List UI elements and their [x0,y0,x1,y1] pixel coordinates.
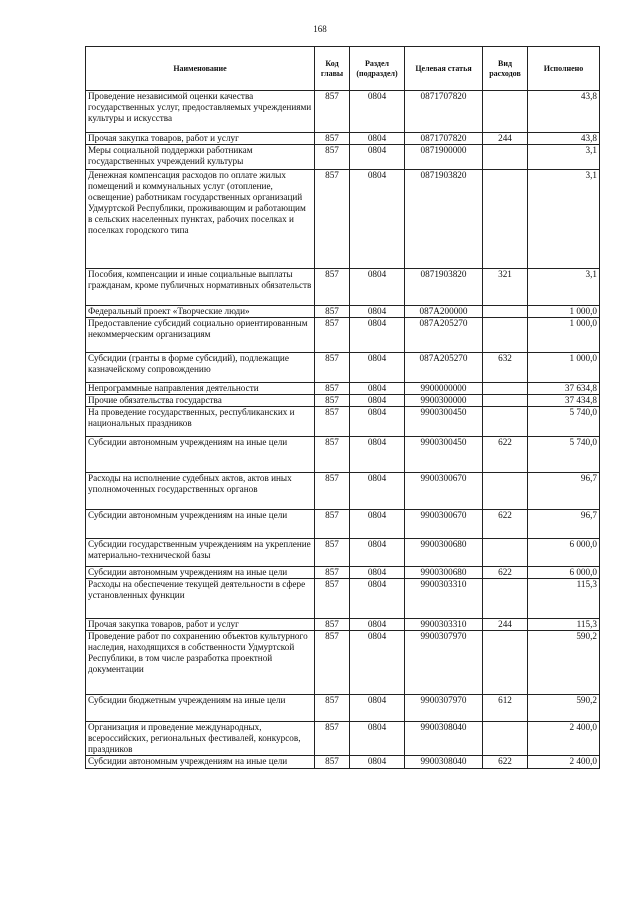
cell-target: 9900300680 [405,539,483,567]
cell-done: 6 000,0 [528,567,600,579]
cell-target: 9900300680 [405,567,483,579]
cell-target: 9900308040 [405,756,483,769]
cell-name: Непрограммные направления деятельности [86,383,315,395]
cell-name: Проведение работ по сохранению объектов культурного наследия, находящихся в собственности Удмуртской Республики, в том числе разработка проектной документации [86,631,315,695]
table-header-row [86,47,600,91]
cell-name: Субсидии автономным учреждениям на иные цели [86,510,315,539]
cell-code: 857 [315,353,350,383]
cell-code: 857 [315,437,350,473]
cell-code: 857 [315,306,350,318]
cell-target: 9900303310 [405,579,483,619]
cell-done: 115,3 [528,619,600,631]
table-row [86,395,600,407]
header-target: Целевая статья [405,47,483,91]
cell-name: Организация и проведение международных, всероссийских, региональных фестивалей, конкурсов, праздников [86,722,315,756]
table-row [86,756,600,769]
table-row [86,91,600,133]
cell-name: Прочие обязательства государства [86,395,315,407]
cell-section: 0804 [350,353,405,383]
table-row [86,170,600,269]
cell-code: 857 [315,318,350,353]
cell-code: 857 [315,269,350,306]
cell-done: 96,7 [528,473,600,510]
table-row [86,539,600,567]
cell-done: 6 000,0 [528,539,600,567]
cell-target: 0871903820 [405,269,483,306]
cell-kind: 622 [483,437,528,473]
cell-section: 0804 [350,437,405,473]
cell-done: 37 434,8 [528,395,600,407]
header-code: Код главы [315,47,350,91]
table-row [86,579,600,619]
cell-name: Федеральный проект «Творческие люди» [86,306,315,318]
cell-target: 0871707820 [405,91,483,133]
header-name: Наименование [86,47,315,91]
cell-name: Предоставление субсидий социально ориентированным некоммерческим организациям [86,318,315,353]
cell-code: 857 [315,510,350,539]
cell-target: 087А200000 [405,306,483,318]
cell-kind [483,383,528,395]
table-row [86,567,600,579]
cell-section: 0804 [350,579,405,619]
table-row [86,510,600,539]
cell-name: Прочая закупка товаров, работ и услуг [86,619,315,631]
table-row [86,722,600,756]
cell-name: Денежная компенсация расходов по оплате жилых помещений и коммунальных услуг (отопление, освещение) работникам государственных организаций Удмуртской Республики, проживающим и работающим в сельских населенных пунктах, рабочих поселках и поселках городского типа [86,170,315,269]
cell-done: 5 740,0 [528,437,600,473]
cell-kind [483,631,528,695]
table-row [86,631,600,695]
cell-name: Субсидии автономным учреждениям на иные цели [86,756,315,769]
table-row [86,133,600,145]
cell-done: 590,2 [528,631,600,695]
table-row [86,353,600,383]
cell-done: 2 400,0 [528,756,600,769]
table-row [86,145,600,170]
cell-done: 3,1 [528,170,600,269]
header-done: Исполнено [528,47,600,91]
table-row [86,695,600,722]
cell-kind: 244 [483,133,528,145]
cell-kind [483,579,528,619]
cell-code: 857 [315,145,350,170]
cell-name: Субсидии автономным учреждениям на иные цели [86,437,315,473]
cell-code: 857 [315,407,350,437]
table-row [86,306,600,318]
cell-code: 857 [315,473,350,510]
cell-section: 0804 [350,407,405,437]
cell-code: 857 [315,722,350,756]
cell-code: 857 [315,383,350,395]
cell-done: 2 400,0 [528,722,600,756]
cell-section: 0804 [350,306,405,318]
header-section: Раздел (подраздел) [350,47,405,91]
cell-done: 3,1 [528,145,600,170]
cell-kind [483,395,528,407]
cell-target: 0871903820 [405,170,483,269]
cell-kind: 321 [483,269,528,306]
cell-section: 0804 [350,91,405,133]
cell-code: 857 [315,539,350,567]
cell-done: 3,1 [528,269,600,306]
table-row [86,407,600,437]
cell-code: 857 [315,395,350,407]
cell-section: 0804 [350,383,405,395]
cell-target: 9900307970 [405,631,483,695]
cell-name: Пособия, компенсации и иные социальные выплаты гражданам, кроме публичных нормативных обязательств [86,269,315,306]
cell-name: Проведение независимой оценки качества государственных услуг, предоставляемых учреждениями культуры и искусства [86,91,315,133]
cell-target: 9900300670 [405,473,483,510]
cell-code: 857 [315,579,350,619]
cell-kind: 622 [483,756,528,769]
cell-kind [483,170,528,269]
cell-target: 9900308040 [405,722,483,756]
cell-kind [483,91,528,133]
cell-section: 0804 [350,619,405,631]
cell-done: 1 000,0 [528,318,600,353]
cell-kind [483,145,528,170]
cell-code: 857 [315,133,350,145]
cell-kind: 622 [483,567,528,579]
cell-name: Субсидии (гранты в форме субсидий), подлежащие казначейскому сопровождению [86,353,315,383]
cell-code: 857 [315,756,350,769]
cell-section: 0804 [350,170,405,269]
cell-done: 37 634,8 [528,383,600,395]
cell-code: 857 [315,91,350,133]
cell-section: 0804 [350,756,405,769]
page-number: 168 [313,24,327,34]
table-row [86,437,600,473]
cell-section: 0804 [350,567,405,579]
cell-target: 0871900000 [405,145,483,170]
cell-section: 0804 [350,395,405,407]
cell-section: 0804 [350,269,405,306]
cell-kind: 612 [483,695,528,722]
cell-target: 087А205270 [405,353,483,383]
cell-section: 0804 [350,133,405,145]
table-row [86,619,600,631]
cell-kind [483,306,528,318]
cell-target: 9900300000 [405,395,483,407]
cell-kind: 632 [483,353,528,383]
cell-kind [483,539,528,567]
cell-section: 0804 [350,473,405,510]
cell-name: Прочая закупка товаров, работ и услуг [86,133,315,145]
cell-name: Субсидии государственным учреждениям на укрепление материально-технической базы [86,539,315,567]
cell-target: 9900307970 [405,695,483,722]
cell-target: 9900300450 [405,407,483,437]
cell-target: 9900303310 [405,619,483,631]
cell-name: На проведение государственных, республиканских и национальных праздников [86,407,315,437]
cell-kind: 244 [483,619,528,631]
cell-code: 857 [315,170,350,269]
cell-name: Субсидии автономным учреждениям на иные цели [86,567,315,579]
cell-section: 0804 [350,722,405,756]
cell-done: 1 000,0 [528,353,600,383]
cell-done: 115,3 [528,579,600,619]
cell-name: Расходы на исполнение судебных актов, актов иных уполномоченных государственных органов [86,473,315,510]
table-row [86,383,600,395]
table-row [86,269,600,306]
cell-done: 43,8 [528,133,600,145]
table-row [86,318,600,353]
cell-done: 590,2 [528,695,600,722]
cell-name: Расходы на обеспечение текущей деятельности в сфере установленных функции [86,579,315,619]
cell-section: 0804 [350,539,405,567]
expenditure-table [85,46,600,769]
cell-kind [483,722,528,756]
cell-target: 9900300670 [405,510,483,539]
cell-section: 0804 [350,631,405,695]
cell-done: 43,8 [528,91,600,133]
table-row [86,473,600,510]
cell-target: 0871707820 [405,133,483,145]
cell-section: 0804 [350,318,405,353]
cell-kind [483,473,528,510]
cell-kind [483,407,528,437]
cell-code: 857 [315,631,350,695]
cell-code: 857 [315,619,350,631]
cell-done: 5 740,0 [528,407,600,437]
cell-target: 9900300450 [405,437,483,473]
cell-section: 0804 [350,145,405,170]
cell-section: 0804 [350,510,405,539]
cell-target: 9900000000 [405,383,483,395]
cell-done: 1 000,0 [528,306,600,318]
cell-name: Меры социальной поддержки работникам государственных учреждений культуры [86,145,315,170]
cell-code: 857 [315,567,350,579]
cell-kind: 622 [483,510,528,539]
cell-done: 96,7 [528,510,600,539]
cell-name: Субсидии бюджетным учреждениям на иные цели [86,695,315,722]
cell-target: 087А205270 [405,318,483,353]
cell-code: 857 [315,695,350,722]
cell-section: 0804 [350,695,405,722]
cell-kind [483,318,528,353]
header-kind: Вид расходов [483,47,528,91]
